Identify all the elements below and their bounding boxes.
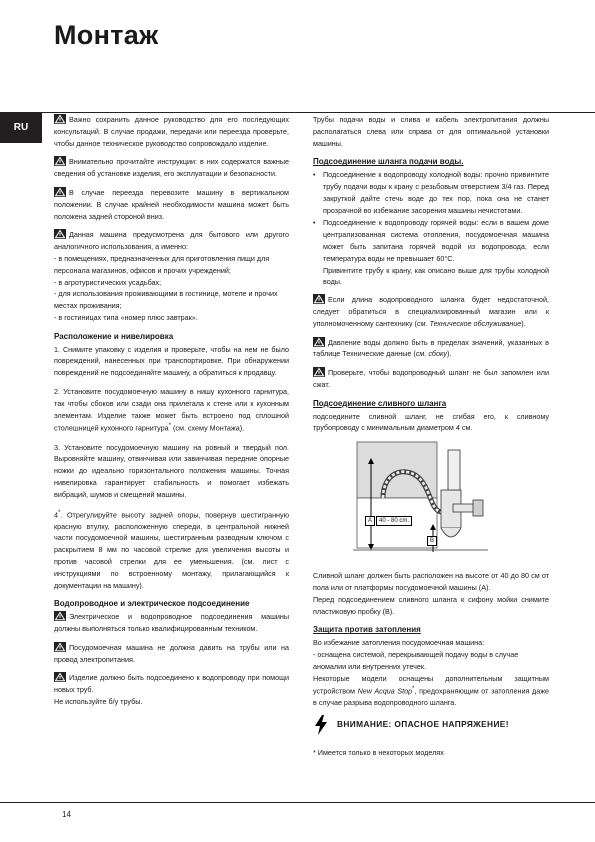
paragraph: В случае переезда перевозите машину в вертикальном положении. В случае крайней необходимости машина может быть положена задней стороной вниз. <box>54 187 289 221</box>
list-item: - в гостиницах типа «номер плюс завтрак». <box>54 312 198 322</box>
paragraph: Давление воды должно быть в пределах значений, указанных в таблице Технические данные (см. сбоку). <box>313 337 549 359</box>
paragraph: - оснащена системой, перекрывающей подачу воды в случае аномалии или внутренних утечек. <box>313 649 519 671</box>
paragraph: Внимательно прочитайте инструкции: в них содержатся важные сведения об установке изделия, его эксплуатации и безопасности. <box>54 157 289 179</box>
section-heading: Защита против затопления <box>313 625 421 635</box>
paragraph: Если длина водопроводного шланга будет недостаточной, следует обратиться в специализированный магазин или к уполномоченному сантехнику (см. Техническое обслуживание). <box>313 295 549 328</box>
step: 1. Снимите упаковку с изделия и проверьте, чтобы на нем не было повреждений, нанесенных при транспортировке. При обнаружении повреждений не подсоединяйте машину, а обратиться к продавцу. <box>54 344 289 378</box>
bottom-divider <box>0 802 595 803</box>
step: 2. Установите посудомоечную машину в нишу кухонного гарнитура, так чтобы сбоков или сзади она прилегала к стене или к кухонным элементам. Изделие также может быть встроено под сплошной столешницей кухонного гарнитура* (см. схему Монтажа). <box>54 386 289 433</box>
list-item: • Подсоединение к водопроводу горячей воды: если в вашем доме централизованная система отопления, посудомоечная машина может быть запитана горячей водой из водопровода, если температура воды не превышает 60°C. Привинтите трубу к крану, как описано выше для трубы холодной воды. <box>313 218 549 287</box>
warning-triangle-icon <box>54 156 66 166</box>
warning-triangle-icon <box>54 611 66 621</box>
top-divider <box>0 112 595 113</box>
paragraph: Изделие должно быть подсоединено к водопроводу при помощи новых труб. <box>54 673 289 695</box>
step: 3. Установите посудомоечную машину на ровный и твердый пол. Выровняйте машину, отвинчивая или завинчивая передние опорные ножки до идеально горизонтального положения машины. Точная нивелировка гарантирует стабильность и помогает избежать вибраций, шумов и смещений машины. <box>54 442 289 499</box>
paragraph: Трубы подачи воды и слива и кабель электропитания должны располагаться слева или справа от для оптимальной установки машины. <box>313 115 549 148</box>
high-voltage-warning: ВНИМАНИЕ: ОПАСНОЕ НАПРЯЖЕНИЕ! <box>313 715 549 735</box>
warning-triangle-icon <box>313 337 325 347</box>
paragraph: Перед подсоединением сливного шланга к сифону мойки снимите пластиковую пробку (В). <box>313 594 549 616</box>
left-column <box>54 114 289 708</box>
label-b: B <box>427 536 437 546</box>
list-item: - в помещениях, предназначенных для приготовления пищи для персонала магазинов, офисов и прочих учреждений; <box>54 253 270 275</box>
warning-triangle-icon <box>313 294 325 304</box>
section-heading: Подсоединение сливного шланга <box>313 398 447 408</box>
warning-triangle-icon <box>54 187 66 197</box>
paragraph: Некоторые модели оснащены дополнительным защитным устройством New Acqua Stop*, предохраняющим от затопления даже в случае разрыва водопроводного шланга. <box>313 673 549 708</box>
list-item: • Подсоединение к водопроводу холодной воды: прочно привинтите трубу подачи воды к крану с резьбовым отверстием 3/4 газ. Перед закруткой дайте стечь воде до тех пор, пока она не станет прозрачной во избежание засорения машины нечистотами. <box>313 170 549 215</box>
paragraph: Важно сохранить данное руководство для его последующих консультаций. В случае продажи, передачи или переезда проверьте, чтобы данное техническое руководство сопровождало изделие. <box>54 115 289 148</box>
paragraph: Не используйте б/у трубы. <box>54 697 143 707</box>
page-title: Монтаж <box>54 20 159 50</box>
paragraph: Проверьте, чтобы водопроводный шланг не был запомлен или сжат. <box>313 368 549 389</box>
paragraph: Данная машина предусмотрена для бытового или другого аналогичного использования, а именно: <box>54 230 289 252</box>
paragraph: Во избежание затопления посудомоечная машина: <box>313 638 485 648</box>
warning-triangle-icon <box>54 672 66 682</box>
warning-triangle-icon <box>313 367 325 377</box>
paragraph: Посудомоечная машина не должна давить на трубы или на провод электропитания. <box>54 642 289 664</box>
label-a: A <box>365 516 375 526</box>
drain-hose-diagram <box>313 440 549 560</box>
lightning-bolt-icon <box>313 715 329 735</box>
warning-triangle-icon <box>54 229 66 239</box>
warning-triangle-icon <box>54 114 66 124</box>
section-heading: Подсоединение шланга подачи воды. <box>313 157 464 167</box>
warning-triangle-icon <box>54 642 66 652</box>
page-number: 14 <box>62 810 71 819</box>
label-height: 40 - 80 cm. <box>376 516 412 526</box>
right-column <box>313 114 549 759</box>
paragraph: Электрическое и водопроводное подсоединения машины должны выполняться только квалифицированным техником. <box>54 612 289 634</box>
paragraph: подсоедините сливной шланг, не сгибая его, к сливному трубопроводу с минимальным диаметром 4 см. <box>313 411 549 433</box>
footnote: * Имеется только в некоторых моделях <box>313 748 444 758</box>
section-heading: Расположение и нивелировка <box>54 331 174 341</box>
list-item: - для использования проживающими в гостинице, мотеле и прочих местах проживания; <box>54 289 278 311</box>
language-tab: RU <box>0 113 42 143</box>
paragraph: Сливной шланг должен быть расположен на высоте от 40 до 80 см от пола или от платформы посудомоечной машины (А). <box>313 571 549 592</box>
section-heading: Водопроводное и электрическое подсоединение <box>54 599 250 609</box>
list-item: - в агротуристических усадьбах; <box>54 277 162 287</box>
step: 4*. Отрегулируйте высоту задней опоры, повернув шестигранную красную втулку, расположенную спереди, в центральной нижней части посудомоечной машины, шестигранным разводным ключом с раскрытием 8 мм по часовой стрелке для увеличения высоты и против часовой стрелки для ее уменьшения. (см. лист с инструкциями по встроенному монтажу, прилагающийся к документации на машину). <box>54 509 289 590</box>
